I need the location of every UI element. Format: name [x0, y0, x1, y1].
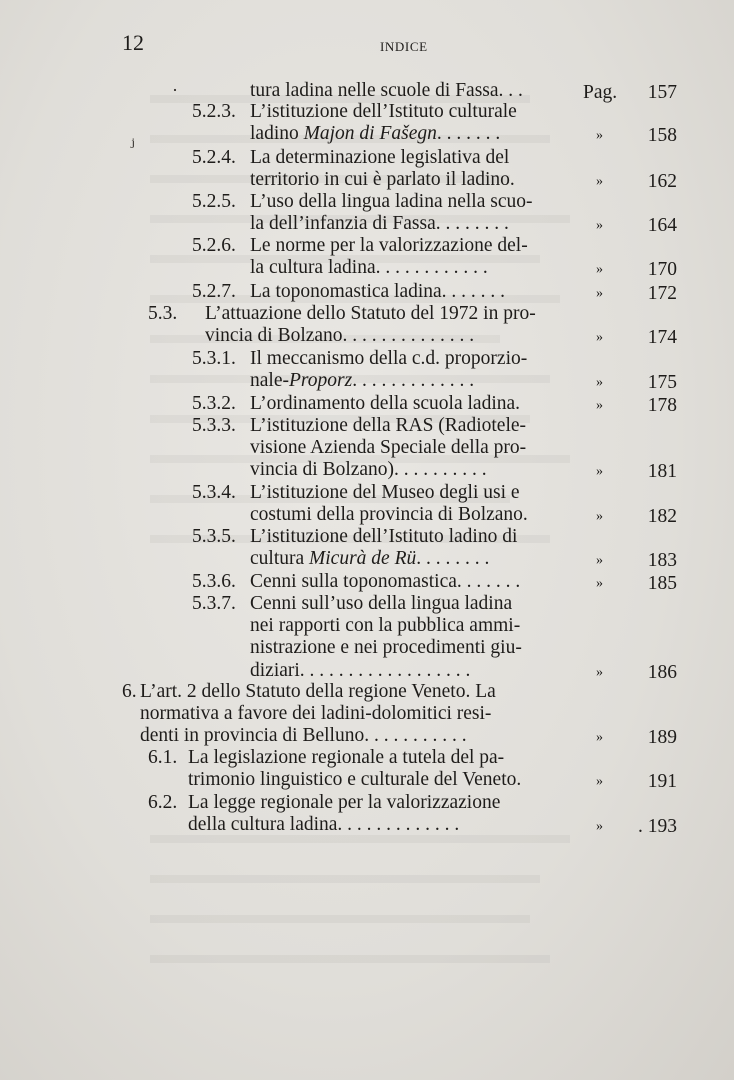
page-marker: »: [596, 330, 603, 346]
page-ref: 175: [647, 372, 677, 394]
page-ref: 158: [647, 125, 677, 147]
entry-title-line: L’istituzione dell’Istituto ladino di: [250, 526, 518, 547]
entry-number: 5.2.7.: [192, 281, 236, 302]
page-marker: »: [596, 664, 603, 680]
entry-number: 5.2.3.: [192, 101, 236, 122]
page-ref: 157: [647, 82, 677, 103]
entry-number: 6.: [122, 681, 137, 702]
page-ref: 183: [647, 550, 677, 572]
entry-title-line: Cenni sull’uso della lingua ladina: [250, 593, 513, 614]
entry-title-line: la dell’infanzia di Fassa. . . . . . . .: [250, 213, 509, 235]
stray-mark-tick: ⱼ: [130, 130, 135, 150]
entry-title-line: L’istituzione del Museo degli usi e: [250, 482, 520, 503]
entry-title-line: L’istituzione dell’Istituto culturale: [250, 101, 517, 122]
page-ref: 170: [647, 259, 677, 281]
page-ref: 189: [647, 727, 677, 749]
page-marker: »: [596, 509, 603, 525]
entry-title-line: L’ordinamento della scuola ladina.: [250, 393, 521, 414]
page-marker: »: [596, 464, 603, 480]
page-marker: Pag.: [583, 82, 618, 103]
entry-title-line: nistrazione e nei procedimenti giu-: [250, 637, 522, 659]
entry-title-line: L’attuazione dello Statuto del 1972 in pro-: [205, 303, 536, 324]
page-ref: 178: [647, 395, 677, 416]
entry-title-line: La toponomastica ladina. . . . . . .: [250, 281, 506, 302]
entry-title-line: Le norme per la valorizzazione del-: [250, 235, 528, 256]
page-marker: »: [596, 286, 603, 301]
entry-number: 5.2.5.: [192, 191, 236, 212]
entry-title-line: Cenni sulla toponomastica. . . . . . .: [250, 571, 521, 592]
entry-title-line: normativa a favore dei ladini-dolomitici resi-: [140, 703, 492, 725]
entry-title-line: diziari. . . . . . . . . . . . . . . . . .: [250, 659, 471, 681]
page-marker: »: [596, 553, 603, 569]
page-marker: »: [596, 128, 603, 144]
page-ref: 172: [647, 283, 677, 304]
page-ref: . 193: [638, 816, 677, 838]
entry-number: 5.3.2.: [192, 393, 236, 414]
entry-number: 5.2.6.: [192, 235, 236, 256]
page-ref: 191: [647, 771, 677, 793]
page-marker: »: [596, 730, 603, 746]
entry-title-line: Il meccanismo della c.d. proporzio-: [250, 348, 528, 369]
entry-title-line: tura ladina nelle scuole di Fassa. . .: [250, 80, 523, 101]
entry-number: 6.2.: [148, 792, 178, 813]
running-head: INDICE: [380, 39, 428, 54]
page-marker: »: [596, 218, 603, 234]
entry-title-line: La determinazione legislativa del: [250, 147, 510, 168]
entry-number: 5.3.4.: [192, 482, 236, 503]
page-marker: »: [596, 819, 603, 835]
entry-title-line: cultura Micurà de Rü. . . . . . . .: [250, 548, 490, 570]
entry-title-line: trimonio linguistico e culturale del Veneto.: [188, 769, 522, 791]
entry-number: 6.1.: [148, 747, 178, 768]
page-ref: 174: [647, 327, 677, 349]
entry-title-line: L’uso della lingua ladina nella scuo-: [250, 191, 533, 212]
entry-number: 5.3.3.: [192, 415, 236, 436]
page-marker: »: [596, 375, 603, 391]
page-ref: 181: [647, 461, 677, 483]
entry-number: 5.3.6.: [192, 571, 236, 592]
entry-title-line: La legislazione regionale a tutela del pa-: [188, 747, 505, 768]
page-ref: 182: [647, 506, 677, 528]
entry-title-line: La legge regionale per la valorizzazione: [188, 792, 501, 813]
entry-title-line: visione Azienda Speciale della pro-: [250, 437, 527, 459]
page-ref: 164: [647, 215, 677, 237]
entry-title-line: della cultura ladina. . . . . . . . . . . . .: [188, 814, 460, 836]
page-ref: 186: [647, 661, 677, 683]
page-ref: 162: [647, 171, 677, 193]
page-ref: 185: [647, 573, 677, 594]
entry-title-line: territorio in cui è parlato il ladino.: [250, 169, 515, 191]
entry-title-line: vincia di Bolzano). . . . . . . . . .: [250, 459, 487, 481]
entry-number: 5.2.4.: [192, 147, 236, 168]
page-marker: »: [596, 774, 603, 790]
page-number: 12: [122, 30, 144, 55]
stray-mark-dot: ·: [172, 80, 178, 100]
page-marker: »: [596, 398, 603, 413]
entry-title-line: nale-Proporz. . . . . . . . . . . . .: [250, 370, 475, 392]
entry-number: 5.3.1.: [192, 348, 236, 369]
page-marker: »: [596, 262, 603, 278]
entry-title-line: L’art. 2 dello Statuto della regione Veneto. La: [140, 681, 496, 702]
entry-number: 5.3.7.: [192, 593, 236, 614]
entry-number: 5.3.: [148, 303, 178, 324]
entry-number: 5.3.5.: [192, 526, 236, 547]
page-marker: »: [596, 174, 603, 190]
entry-title-line: L’istituzione della RAS (Radiotele-: [250, 415, 527, 436]
entry-title-line: ladino Majon di Fašegn. . . . . . .: [250, 123, 501, 145]
entry-title-line: la cultura ladina. . . . . . . . . . . .: [250, 257, 488, 279]
page-marker: »: [596, 576, 603, 591]
entry-title-line: vincia di Bolzano. . . . . . . . . . . . . .: [205, 325, 475, 347]
entry-title-line: nei rapporti con la pubblica ammi-: [250, 615, 521, 637]
entry-title-line: costumi della provincia di Bolzano.: [250, 504, 528, 526]
entry-title-line: denti in provincia di Belluno. . . . . . . . . . .: [140, 725, 467, 747]
